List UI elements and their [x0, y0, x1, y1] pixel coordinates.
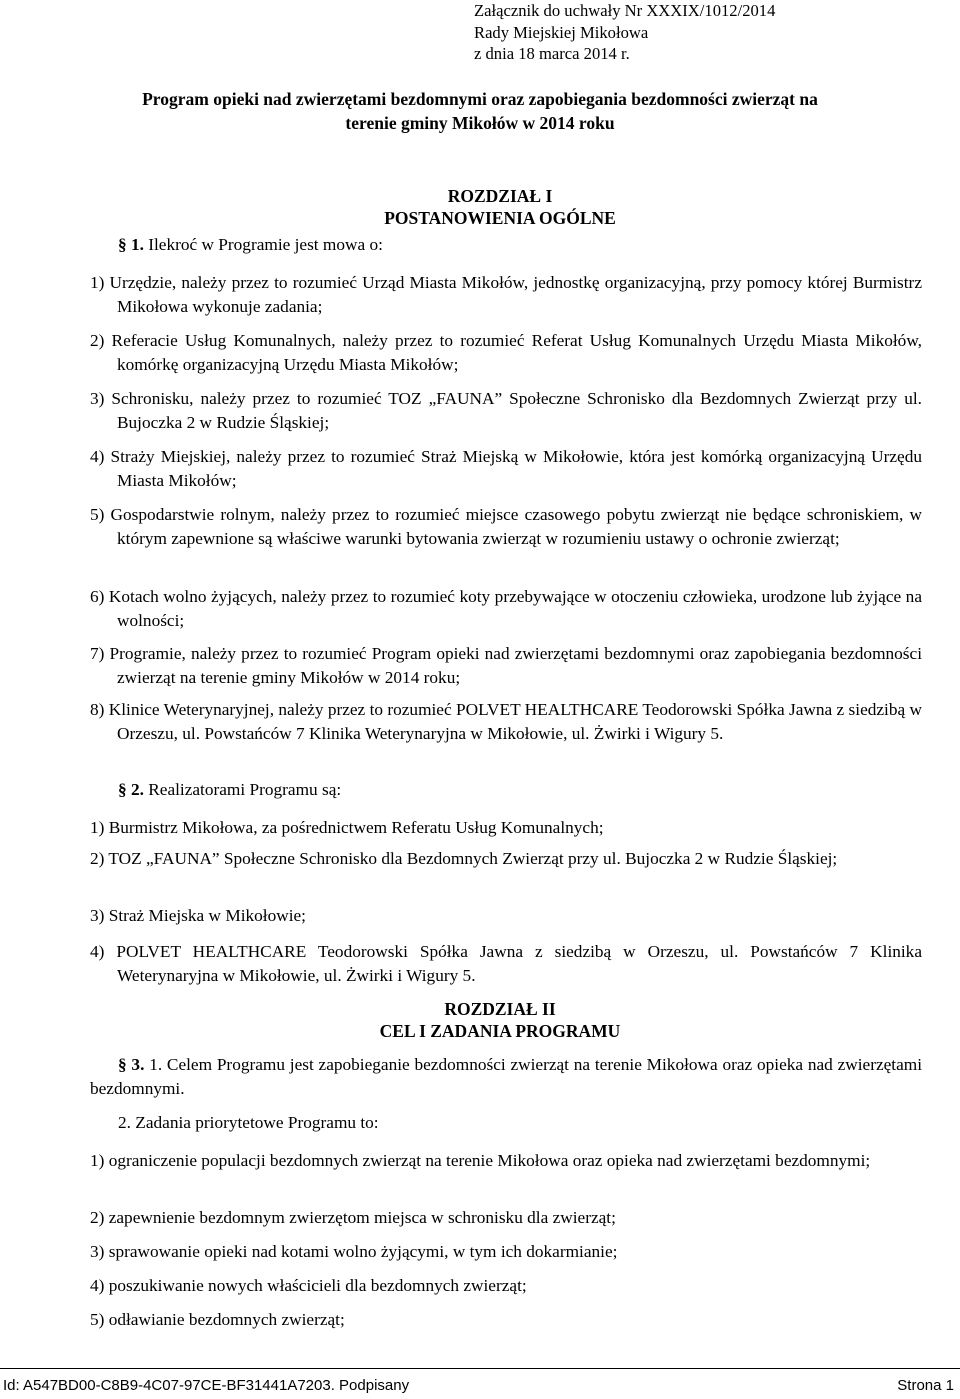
task-item: 1) ograniczenie populacji bezdomnych zwierząt na terenie Mikołowa oraz opieka nad zwierzętami bezdomnymi; [90, 1151, 871, 1170]
paragraph-number: § 3. [118, 1055, 145, 1074]
title-line: Program opieki nad zwierzętami bezdomnymi oraz zapobiegania bezdomności zwierząt na [142, 89, 818, 109]
definition-item: 8) Klinice Weterynaryjnej, należy przez to rozumieć POLVET HEALTHCARE Teodorowski Spółka Jawna z siedzibą w Orzeszu, ul. Powstańców 7 Klinika Weterynaryjna w Mikołowie, ul. Żwirki i Wigury 5. [90, 700, 922, 743]
executor-item: 4) POLVET HEALTHCARE Teodorowski Spółka Jawna z siedzibą w Orzeszu, ul. Powstańców 7 Klinika Weterynaryjna w Mikołowie, ul. Żwirki i Wigury 5. [90, 942, 922, 985]
definition-item: 1) Urzędzie, należy przez to rozumieć Urząd Miasta Mikołów, jednostkę organizacyjną, przy pomocy której Burmistrz Mikołowa wykonuje zadania; [90, 273, 922, 316]
chapter-2-heading [300, 998, 700, 1042]
attachment-note [474, 0, 954, 65]
attachment-note-line: Załącznik do uchwały Nr XXXIX/1012/2014 [474, 1, 776, 20]
paragraph-2-intro [90, 778, 922, 802]
chapter-1-heading [300, 185, 700, 229]
task-item: 4) poszukiwanie nowych właścicieli dla bezdomnych zwierząt; [90, 1276, 527, 1295]
definition-item: 4) Straży Miejskiej, należy przez to rozumieć Straż Miejską w Mikołowie, która jest komórką organizacyjną Urzędu Miasta Mikołów; [90, 447, 922, 490]
definition-item: 6) Kotach wolno żyjących, należy przez to rozumieć koty przebywające w otoczeniu człowieka, urodzone lub żyjące na wolności; [90, 587, 922, 630]
document-title [90, 87, 870, 135]
definition-item: 5) Gospodarstwie rolnym, należy przez to rozumieć miejsce czasowego pobytu zwierząt nie będące schroniskiem, w którym zapewnione są właściwe warunki bytowania zwierząt w rozumieniu ustawy o ochronie zwierząt; [90, 505, 922, 548]
footer-divider [0, 1368, 960, 1369]
paragraph-text: Realizatorami Programu są: [148, 780, 342, 799]
paragraph-3-text [90, 1053, 922, 1101]
task-item: 3) sprawowanie opieki nad kotami wolno żyjącymi, w tym ich dokarmianie; [90, 1242, 618, 1261]
document-id: Id: A547BD00-C8B9-4C07-97CE-BF31441A7203. Podpisany [3, 1377, 410, 1394]
page-number: Strona 1 [897, 1377, 954, 1394]
chapter-number: ROZDZIAŁ II [444, 999, 556, 1019]
tasks-intro [90, 1111, 922, 1135]
executor-item: 2) TOZ „FAUNA” Społeczne Schronisko dla Bezdomnych Zwierząt przy ul. Bujoczka 2 w Rudzie Śląskiej; [90, 849, 838, 868]
chapter-name: POSTANOWIENIA OGÓLNE [384, 208, 616, 228]
chapter-name: CEL I ZADANIA PROGRAMU [379, 1021, 621, 1041]
attachment-note-line: z dnia 18 marca 2014 r. [474, 44, 630, 63]
tasks-intro-text: 2. Zadania priorytetowe Programu to: [118, 1113, 379, 1132]
executor-item: 1) Burmistrz Mikołowa, za pośrednictwem Referatu Usług Komunalnych; [90, 818, 604, 837]
executor-item: 3) Straż Miejska w Mikołowie; [90, 906, 306, 925]
title-line: terenie gminy Mikołów w 2014 roku [345, 113, 615, 133]
paragraph-text: 1. Celem Programu jest zapobieganie bezdomności zwierząt na terenie Mikołowa oraz opieka nad zwierzętami bezdomnymi. [90, 1055, 923, 1098]
definition-item: 3) Schronisku, należy przez to rozumieć TOZ „FAUNA” Społeczne Schronisko dla Bezdomnych Zwierząt przy ul. Bujoczka 2 w Rudzie Śląskiej; [90, 389, 922, 432]
task-item: 2) zapewnienie bezdomnym zwierzętom miejsca w schronisku dla zwierząt; [90, 1208, 616, 1227]
paragraph-number: § 1. [118, 235, 144, 254]
definition-item: 7) Programie, należy przez to rozumieć Program opieki nad zwierzętami bezdomnymi oraz zapobiegania bezdomności zwierząt na terenie gminy Mikołów w 2014 roku; [90, 644, 922, 687]
definition-item: 2) Referacie Usług Komunalnych, należy przez to rozumieć Referat Usług Komunalnych Urzędu Miasta Mikołów, komórkę organizacyjną Urzędu Miasta Mikołów; [90, 331, 922, 374]
chapter-number: ROZDZIAŁ I [447, 186, 553, 206]
paragraph-1-intro [90, 233, 922, 257]
attachment-note-line: Rady Miejskiej Mikołowa [474, 22, 649, 42]
task-item: 5) odławianie bezdomnych zwierząt; [90, 1310, 345, 1329]
paragraph-text: Ilekroć w Programie jest mowa o: [148, 235, 383, 254]
paragraph-number: § 2. [118, 780, 144, 799]
